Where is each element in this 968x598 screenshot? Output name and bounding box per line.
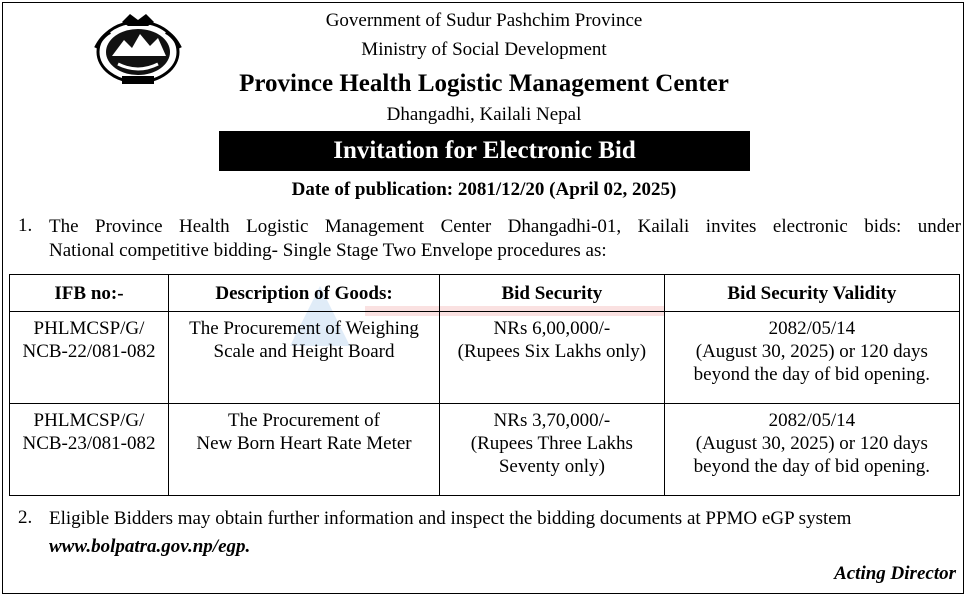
header-government: Government of Sudur Pashchim Province [325,10,643,31]
cell-description: The Procurement of Weighing Scale and Height Board [168,312,439,404]
cell-security: NRs 3,70,000/- (Rupees Three Lakhs Seventy only) [440,404,665,496]
publication-date: Date of publication: 2081/12/20 (April 02, 2025) [291,179,677,200]
cell-validity: 2082/05/14 (August 30, 2025) or 120 days beyond the day of bid opening. [664,404,959,496]
bid-table [9,274,960,496]
para1-line2: National competitive bidding- Single Stage Two Envelope procedures as: [49,240,607,261]
cell-ifb: PHLMCSP/G/ NCB-22/081-082 [10,312,169,404]
egp-url-link[interactable]: www.bolpatra.gov.np/egp. [49,536,251,557]
notice-title-banner: Invitation for Electronic Bid [219,131,750,171]
header-ministry: Ministry of Social Development [361,39,607,60]
cell-description: The Procurement of New Born Heart Rate Meter [168,404,439,496]
para1-text [49,215,961,263]
cell-validity: 2082/05/14 (August 30, 2025) or 120 days beyond the day of bid opening. [664,312,959,404]
table-row [10,404,960,496]
header-organization: Province Health Logistic Management Center [239,70,729,97]
cell-ifb: PHLMCSP/G/ NCB-23/081-082 [10,404,169,496]
header-location: Dhangadhi, Kailali Nepal [386,104,582,125]
th-ifb: IFB no:- [10,275,169,312]
table-row [10,312,960,404]
th-security: Bid Security [440,275,665,312]
th-description: Description of Goods: [168,275,439,312]
table-header-row [10,275,960,312]
signature-title: Acting Director [834,563,956,584]
para1-line1: The Province Health Logistic Management Center Dhangadhi-01, Kailali invites electronic bids: under [49,216,961,237]
para2-text: Eligible Bidders may obtain further information and inspect the bidding documents at PPMO eGP system [49,508,852,529]
cell-security: NRs 6,00,000/- (Rupees Six Lakhs only) [440,312,665,404]
para1-number: 1. [18,215,33,236]
para2-number: 2. [18,507,33,528]
th-validity: Bid Security Validity [664,275,959,312]
